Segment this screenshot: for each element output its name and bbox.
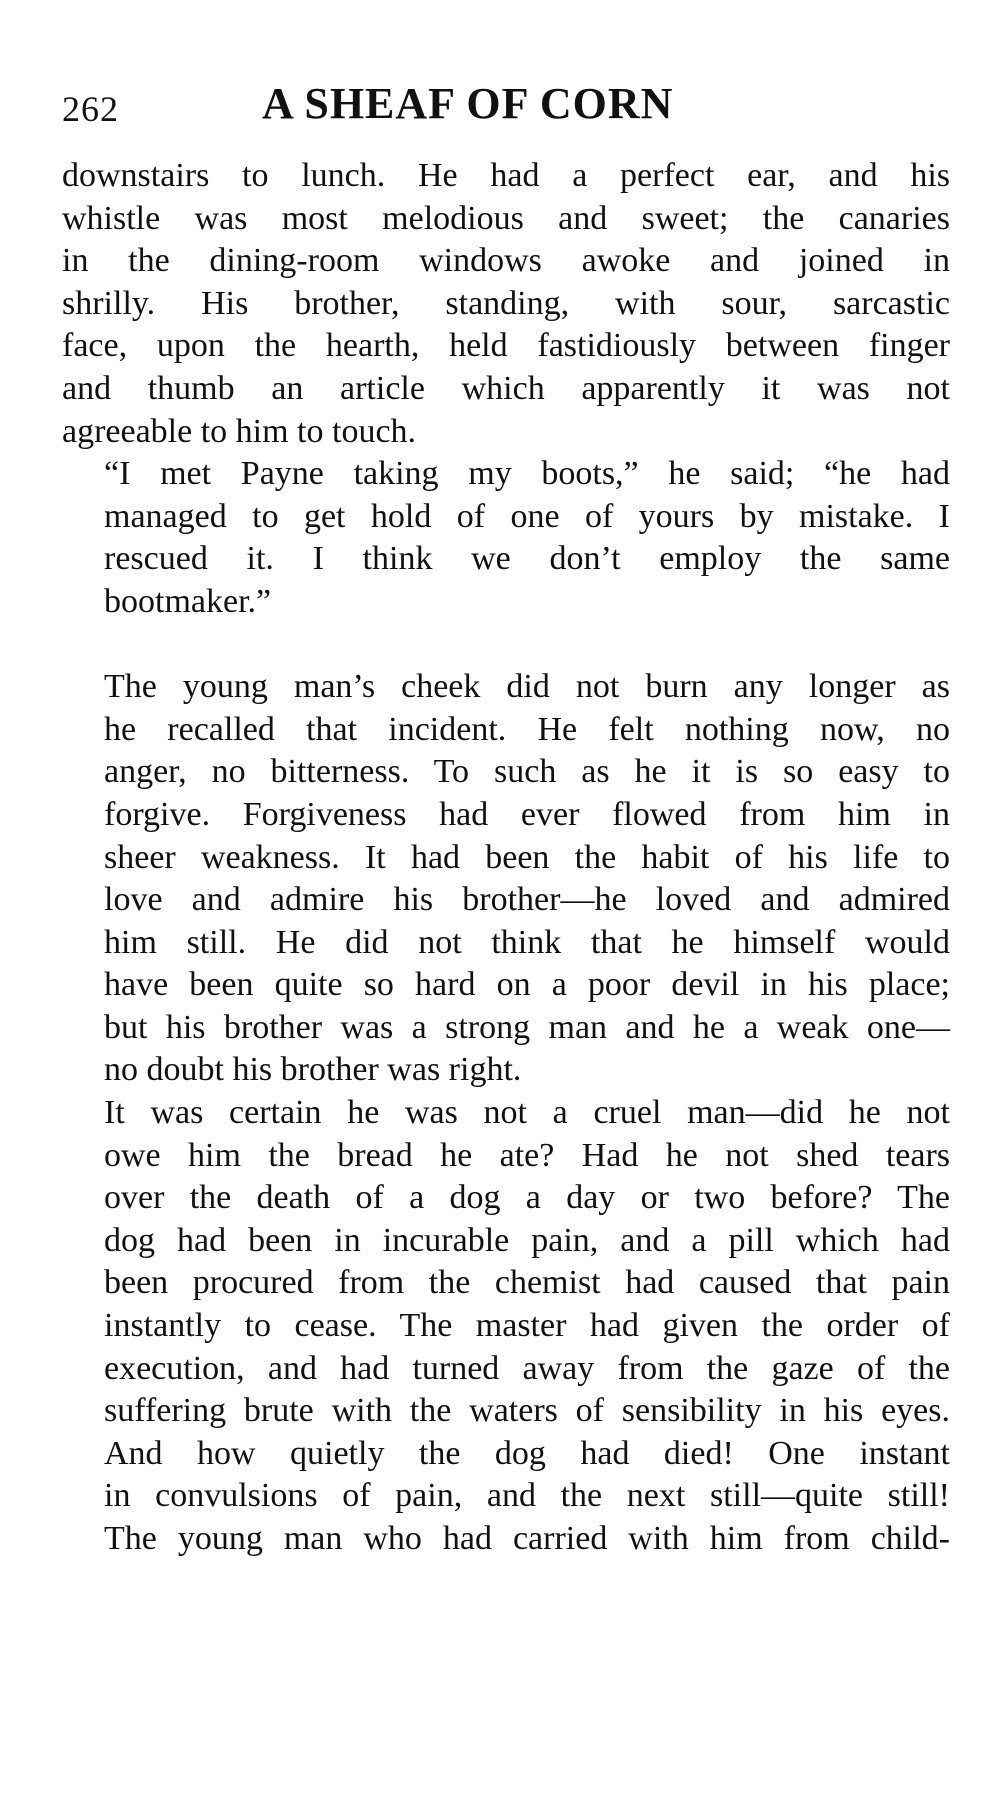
page-number: 262: [62, 89, 119, 129]
paragraph: [62, 666, 950, 1092]
text-line: managed to get hold of one of yours by mistake. I: [104, 497, 950, 535]
text-line: rescued it. I think we don’t employ the same: [104, 540, 950, 578]
paragraph: [62, 453, 950, 623]
text-line: The young man who had carried with him from child-: [104, 1520, 950, 1557]
text-line: him still. He did not think that he himself would: [104, 923, 950, 961]
text-line: dog had been in incurable pain, and a pill which had: [104, 1221, 950, 1259]
text-line: execution, and had turned away from the gaze of the: [104, 1349, 950, 1387]
text-line: And how quietly the dog had died! One instant: [104, 1434, 950, 1472]
text-line: been procured from the chemist had caused that pain: [104, 1264, 950, 1302]
paragraph: [62, 1433, 950, 1561]
text-line: “I met Payne taking my boots,” he said; “he had: [104, 455, 950, 493]
text-line: love and admire his brother—he loved and admired: [104, 881, 950, 919]
text-line: but his brother was a strong man and he a weak one—: [104, 1008, 950, 1046]
text-line: in the dining-room windows awoke and joined in: [62, 242, 950, 280]
text-line: It was certain he was not a cruel man—did he not: [104, 1094, 950, 1132]
text-line: sheer weakness. It had been the habit of his life to: [104, 838, 950, 876]
body-text: [62, 155, 950, 1561]
text-line: downstairs to lunch. He had a perfect ear, and his: [62, 157, 950, 194]
text-line: anger, no bitterness. To such as he it is so easy to: [104, 753, 950, 791]
running-head: [62, 78, 952, 138]
paragraph: [62, 155, 950, 453]
text-line: owe him the bread he ate? Had he not shed tears: [104, 1136, 950, 1174]
text-line: face, upon the hearth, held fastidiously between finger: [62, 327, 950, 365]
text-line: instantly to cease. The master had given the order of: [104, 1307, 950, 1345]
book-title: A SHEAF OF CORN: [262, 79, 674, 128]
text-line: The young man’s cheek did not burn any longer as: [104, 668, 950, 706]
text-line: have been quite so hard on a poor devil in his place;: [104, 966, 950, 1004]
text-line: shrilly. His brother, standing, with sour, sarcastic: [62, 284, 950, 322]
text-line: over the death of a dog a day or two before? The: [104, 1179, 950, 1217]
paragraph: [62, 1092, 950, 1433]
text-line: forgive. Forgiveness had ever flowed from him in: [104, 795, 950, 833]
text-line: whistle was most melodious and sweet; the canaries: [62, 199, 950, 237]
text-line: in convulsions of pain, and the next still—quite still!: [104, 1477, 950, 1515]
text-line: and thumb an article which apparently it was not: [62, 369, 950, 407]
text-line: he recalled that incident. He felt nothing now, no: [104, 710, 950, 748]
text-line: bootmaker.”: [104, 582, 272, 620]
text-line: no doubt his brother was right.: [104, 1051, 522, 1089]
text-line: suffering brute with the waters of sensibility in his eyes.: [104, 1392, 950, 1430]
text-line: agreeable to him to touch.: [62, 412, 417, 450]
